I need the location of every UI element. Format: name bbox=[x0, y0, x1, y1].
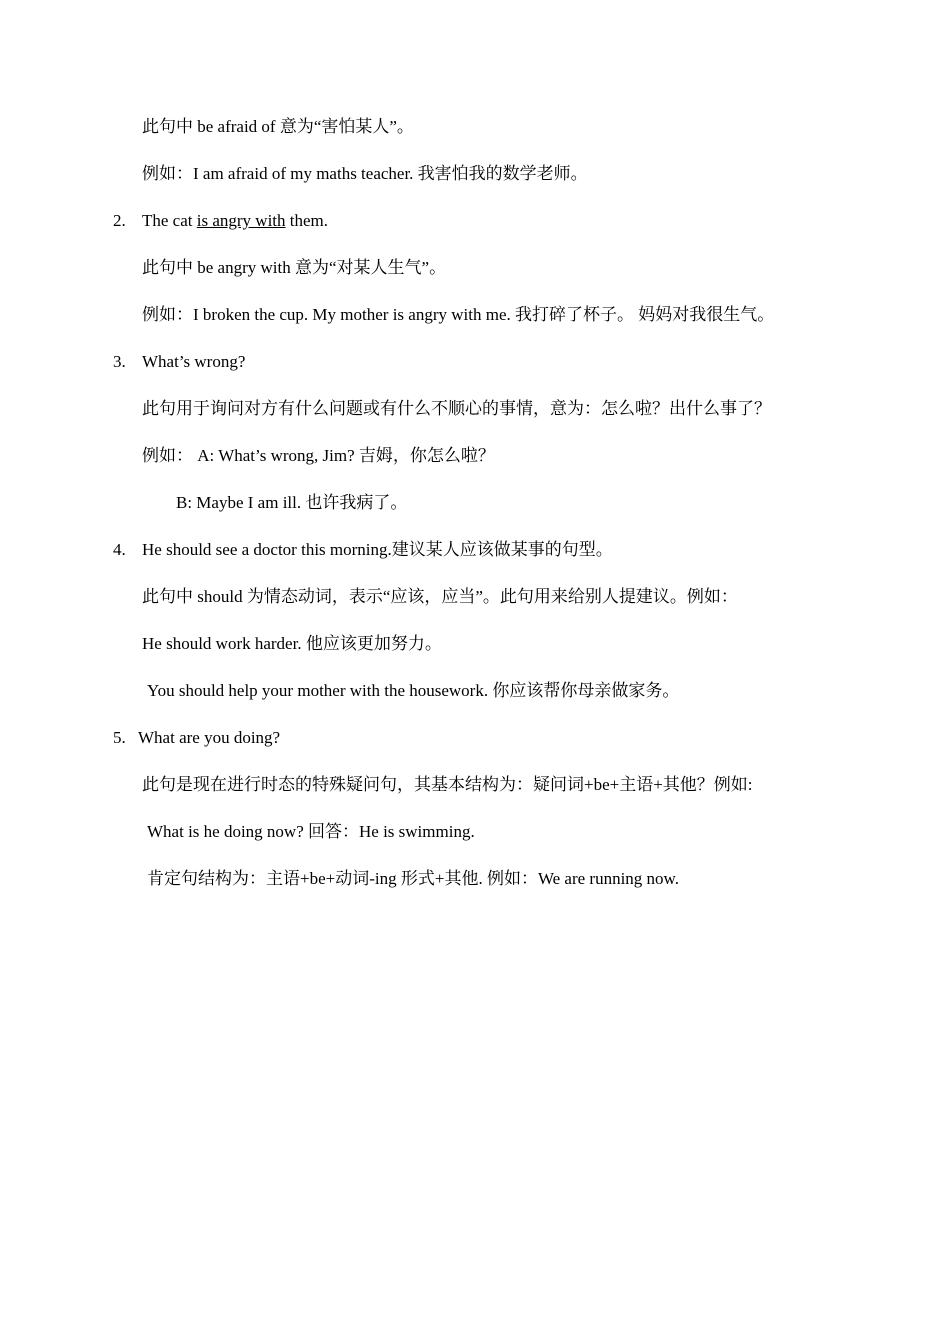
explanation-line: 此句用于询问对方有什么问题或有什么不顺心的事情，意为：怎么啦？出什么事了？ bbox=[142, 399, 771, 418]
example-line: 例如：I broken the cup. My mother is angry with me. 我打碎了杯子。 妈妈对我很生气。 bbox=[142, 305, 775, 324]
explanation-line: 肯定句结构为：主语+be+动词-ing 形式+其他. 例如：We are running now. bbox=[147, 869, 679, 888]
explanation-line: 此句中 be angry with 意为“对某人生气”。 bbox=[142, 258, 447, 277]
item-sentence: What’s wrong? bbox=[142, 352, 246, 371]
item-sentence: He should see a doctor this morning.建议某人应该做某事的句型。 bbox=[142, 540, 613, 559]
underlined-phrase: is angry with bbox=[196, 211, 286, 230]
item-number: 3. bbox=[113, 352, 126, 371]
example-line: B: Maybe I am ill. 也许我病了。 bbox=[176, 493, 408, 512]
example-line: 例如：I am afraid of my maths teacher. 我害怕我的数学老师。 bbox=[142, 164, 588, 183]
explanation-line: 此句中 be afraid of 意为“害怕某人”。 bbox=[142, 117, 414, 136]
example-line: 例如： A: What’s wrong, Jim? 吉姆，你怎么啦？ bbox=[142, 446, 495, 465]
example-line: You should help your mother with the housework. 你应该帮你母亲做家务。 bbox=[147, 681, 680, 700]
item-number: 5. bbox=[113, 728, 126, 747]
item-number: 4. bbox=[113, 540, 126, 559]
explanation-line: 此句中 should 为情态动词，表示“应该，应当”。此句用来给别人提建议。例如： bbox=[142, 587, 738, 606]
item-sentence-start: The cat bbox=[142, 211, 197, 230]
example-line: He should work harder. 他应该更加努力。 bbox=[142, 634, 442, 653]
item-number: 2. bbox=[113, 211, 126, 230]
explanation-line: 此句是现在进行时态的特殊疑问句，其基本结构为：疑问词+be+主语+其他？例如: bbox=[142, 775, 753, 794]
item-sentence: What are you doing? bbox=[138, 728, 281, 747]
item-sentence bbox=[142, 210, 328, 232]
example-line: What is he doing now? 回答：He is swimming. bbox=[147, 822, 475, 841]
item-sentence-end: them. bbox=[285, 211, 329, 230]
